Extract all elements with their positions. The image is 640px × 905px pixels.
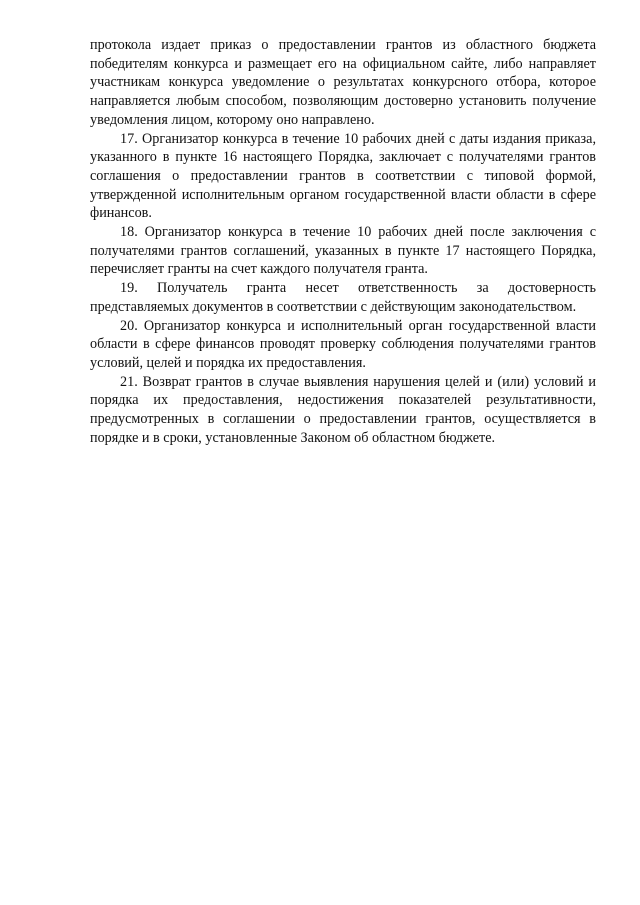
paragraph-19: 19. Получатель гранта несет ответственность за достоверность представляемых документов в соответствии с действующим законодательством. — [90, 280, 596, 315]
paragraph-21: 21. Возврат грантов в случае выявления нарушения целей и (или) условий и порядка их предоставления, недостижения показателей результативности, предусмотренных в соглашении о предоставлении грантов, осуществляется в порядке и в сроки, установленные Законом об областном бюджете. — [90, 373, 596, 446]
paragraph-18: 18. Организатор конкурса в течение 10 рабочих дней после заключения с получателями грантов соглашений, указанных в пункте 17 настоящего Порядка, перечисляет гранты на счет каждого получателя гранта. — [90, 224, 596, 278]
paragraph-17: 17. Организатор конкурса в течение 10 рабочих дней с даты издания приказа, указанного в пункте 16 настоящего Порядка, заключает с получателями грантов соглашения о предоставлении грантов в соответствии с типовой формой, утвержденной исполнительным органом государственной власти области в сфере финансов. — [90, 130, 596, 222]
document-page — [90, 36, 596, 447]
paragraph-continuation: протокола издает приказ о предоставлении грантов из областного бюджета победителям конкурса и размещает его на официальном сайте, либо направляет участникам конкурса уведомление о результатах конкурсного отбора, которое направляется любым способом, позволяющим достоверно установить получение уведомления лицом, которому оно направлено. — [90, 37, 596, 128]
paragraph-20: 20. Организатор конкурса и исполнительный орган государственной власти области в сфере финансов проводят проверку соблюдения получателями грантов условий, целей и порядка их предоставления. — [90, 317, 596, 371]
